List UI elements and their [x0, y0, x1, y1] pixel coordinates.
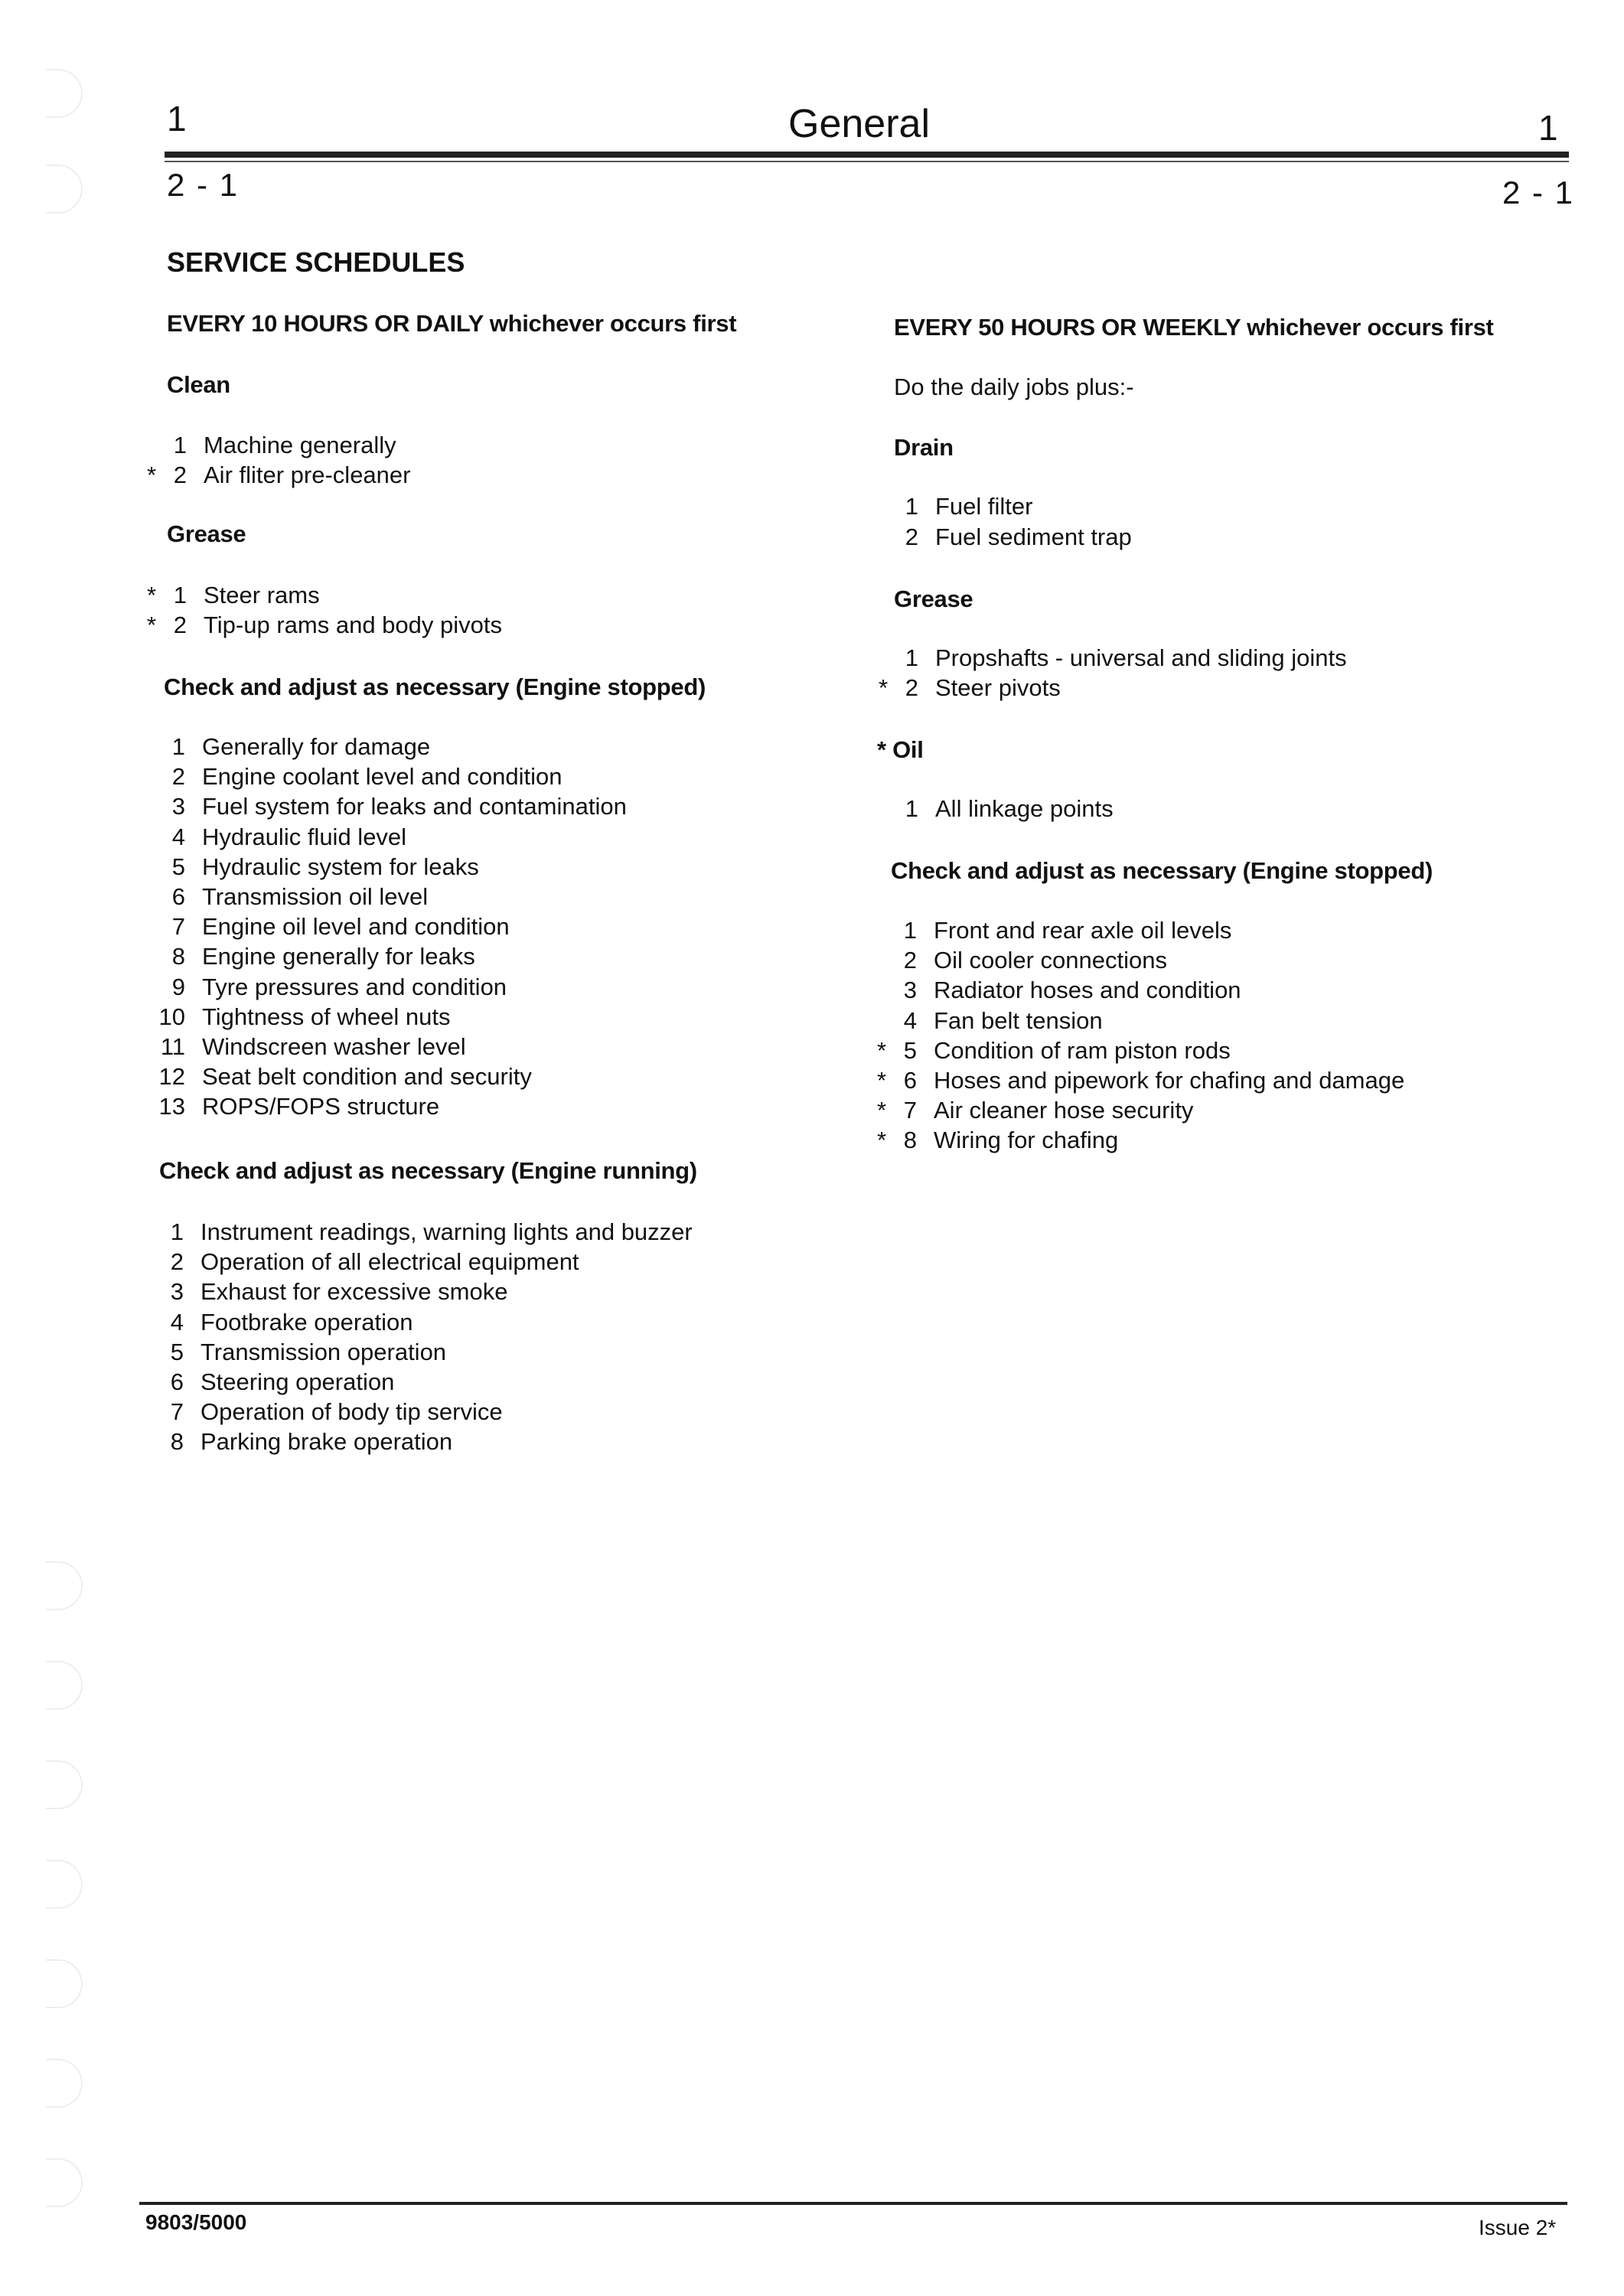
item-number: 8	[903, 1127, 917, 1154]
item-text: Air fliter pre-cleaner	[204, 461, 411, 488]
item-text: Hydraulic system for leaks	[202, 853, 479, 880]
item-text: Air cleaner hose security	[934, 1097, 1194, 1124]
item-text: Steering operation	[201, 1368, 395, 1395]
item-text: Front and rear axle oil levels	[934, 917, 1232, 944]
binder-hole	[46, 165, 83, 214]
asterisk-marker: *	[147, 582, 157, 608]
item-text: Engine oil level and condition	[202, 913, 510, 941]
item-text: Tip-up rams and body pivots	[204, 612, 502, 638]
item-number: 7	[903, 1097, 917, 1124]
asterisk-marker: *	[877, 1127, 887, 1154]
item-number: 4	[171, 823, 185, 850]
footer-rule	[139, 2202, 1567, 2205]
item-number: 4	[170, 1308, 184, 1336]
item-number: 6	[903, 1067, 917, 1094]
item-number: 1	[173, 432, 187, 458]
item-number: 7	[171, 913, 185, 941]
item-number: 3	[170, 1278, 184, 1306]
item-number: 2	[905, 523, 918, 550]
item-text: Engine coolant level and condition	[202, 763, 563, 791]
item-number: 8	[170, 1428, 184, 1456]
item-number: 8	[171, 943, 185, 970]
item-text: Operation of all electrical equipment	[201, 1248, 579, 1276]
item-number: 2	[905, 674, 918, 701]
item-text: Engine generally for leaks	[202, 943, 475, 970]
binder-hole	[46, 2158, 83, 2207]
binder-hole	[46, 1760, 83, 1809]
right-schedule-intro: Do the daily jobs plus:-	[894, 373, 1134, 400]
asterisk-marker: *	[877, 1036, 887, 1064]
item-number: 4	[903, 1006, 917, 1034]
page-title: General	[788, 102, 930, 146]
item-text: Transmission operation	[201, 1338, 447, 1365]
item-number: 10	[158, 1003, 185, 1030]
page-number-left: 2 - 1	[167, 167, 240, 203]
item-text: Oil cooler connections	[934, 947, 1167, 974]
item-number: 13	[158, 1093, 185, 1120]
page-number-right: 2 - 1	[1502, 174, 1575, 210]
item-text: Hydraulic fluid level	[202, 823, 407, 850]
item-text: Operation of body tip service	[201, 1398, 503, 1426]
item-number: 1	[905, 644, 918, 671]
item-text: Tyre pressures and condition	[202, 973, 507, 1000]
item-number: 3	[171, 793, 185, 820]
item-text: Fuel sediment trap	[935, 523, 1132, 550]
section-number-right: 1	[1538, 108, 1558, 148]
item-text: Condition of ram piston rods	[934, 1036, 1231, 1064]
item-number: 2	[173, 612, 187, 638]
item-number: 2	[171, 763, 185, 791]
right-group-label: Check and adjust as necessary (Engine stopped)	[891, 857, 1433, 884]
document-number: 9803/5000	[145, 2210, 247, 2234]
item-number: 1	[171, 733, 185, 760]
binder-hole	[46, 1959, 83, 2008]
item-number: 1	[905, 795, 918, 822]
item-text: Radiator hoses and condition	[934, 977, 1241, 1004]
item-number: 6	[170, 1368, 184, 1395]
left-group-label: Clean	[167, 371, 230, 398]
item-text: Fan belt tension	[934, 1006, 1103, 1034]
item-text: Fuel filter	[935, 493, 1033, 520]
asterisk-marker: *	[877, 1097, 887, 1124]
item-number: 5	[903, 1036, 917, 1064]
item-text: Transmission oil level	[202, 883, 429, 910]
item-number: 2	[173, 461, 187, 488]
item-number: 1	[173, 582, 187, 608]
item-number: 3	[903, 977, 917, 1004]
item-text: Wiring for chafing	[934, 1127, 1119, 1154]
item-text: All linkage points	[935, 795, 1114, 822]
issue-label: Issue 2*	[1479, 2216, 1557, 2239]
item-number: 11	[160, 1033, 185, 1060]
item-number: 1	[905, 493, 918, 520]
binder-hole	[46, 1561, 83, 1610]
right-group-label: Drain	[894, 434, 954, 461]
asterisk-marker: *	[879, 674, 889, 701]
item-number: 1	[903, 917, 917, 944]
left-schedule-heading: EVERY 10 HOURS OR DAILY whichever occurs first	[167, 310, 737, 337]
left-group-label: Check and adjust as necessary (Engine stopped)	[164, 673, 706, 700]
item-text: Steer pivots	[935, 674, 1061, 701]
item-text: Hoses and pipework for chafing and damage	[934, 1067, 1405, 1094]
item-text: Footbrake operation	[201, 1308, 413, 1336]
header-rule-thin	[165, 161, 1569, 162]
item-text: Tightness of wheel nuts	[202, 1003, 451, 1030]
right-schedule-heading: EVERY 50 HOURS OR WEEKLY whichever occurs first	[894, 314, 1494, 341]
item-number: 7	[170, 1398, 184, 1426]
item-number: 2	[903, 947, 917, 974]
right-group-label: Grease	[894, 585, 973, 612]
binder-hole	[46, 69, 83, 118]
item-text: Steer rams	[204, 582, 320, 608]
item-text: Propshafts - universal and sliding joints	[935, 644, 1347, 671]
item-text: Instrument readings, warning lights and buzzer	[201, 1218, 693, 1245]
item-number: 9	[171, 973, 185, 1000]
item-number: 1	[170, 1218, 184, 1245]
asterisk-marker: *	[877, 1067, 887, 1094]
header-rule	[165, 152, 1569, 158]
item-number: 5	[170, 1338, 184, 1365]
section-number-left: 1	[167, 99, 187, 139]
binder-hole	[46, 1661, 83, 1710]
item-text: Generally for damage	[202, 733, 431, 760]
binder-hole	[46, 1860, 83, 1909]
item-number: 5	[171, 853, 185, 880]
binder-hole	[46, 2059, 83, 2108]
right-group-label: * Oil	[877, 736, 924, 763]
asterisk-marker: *	[147, 612, 157, 638]
left-group-label: Grease	[167, 520, 246, 547]
item-text: Windscreen washer level	[202, 1033, 466, 1060]
item-number: 6	[171, 883, 185, 910]
item-text: Seat belt condition and security	[202, 1063, 532, 1091]
item-text: Fuel system for leaks and contamination	[202, 793, 627, 820]
item-number: 2	[170, 1248, 184, 1276]
item-text: ROPS/FOPS structure	[202, 1093, 440, 1120]
item-text: Parking brake operation	[201, 1428, 453, 1456]
asterisk-marker: *	[147, 461, 157, 488]
section-title: SERVICE SCHEDULES	[167, 246, 465, 278]
item-text: Exhaust for excessive smoke	[201, 1278, 508, 1306]
item-number: 12	[158, 1063, 185, 1091]
item-text: Machine generally	[204, 432, 396, 458]
left-group-label: Check and adjust as necessary (Engine running)	[159, 1157, 697, 1184]
